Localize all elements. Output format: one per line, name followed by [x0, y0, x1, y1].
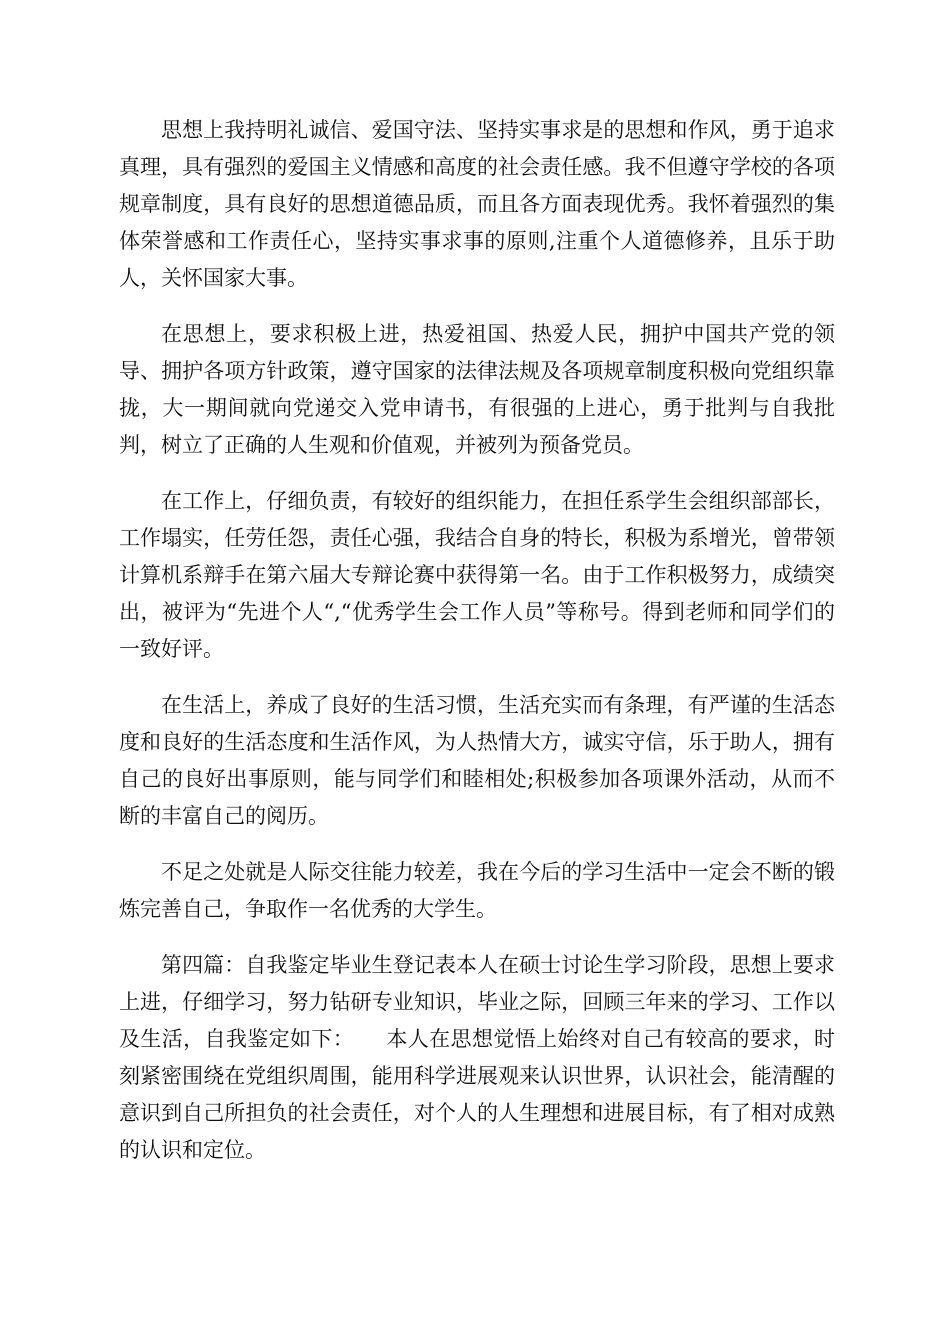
paragraph-daily-life: 在生活上，养成了良好的生活习惯，生活充实而有条理，有严谨的生活态度和良好的生活态度和生活作风，为人热情大方，诚实守信，乐于助人，拥有自己的良好出事原则，能与同学们和睦相处;积极参加各项课外活动，从而不断的丰富自己的阅历。 [119, 693, 835, 828]
document-body [119, 112, 835, 1188]
paragraph-political-stance: 在思想上，要求积极上进，热爱祖国、热爱人民，拥护中国共产党的领导、拥护各项方针政策，遵守国家的法律法规及各项规章制度积极向党组织靠拢，大一期间就向党递交入党申请书，有很强的上进心，勇于批判与自我批判，树立了正确的人生观和价值观，并被列为预备党员。 [119, 322, 835, 457]
paragraph-shortcomings: 不足之处就是人际交往能力较差，我在今后的学习生活中一定会不断的锻炼完善自己，争取作一名优秀的大学生。 [119, 860, 835, 921]
paragraph-fourth-article: 第四篇：自我鉴定毕业生登记表本人在硕士讨论生学习阶段，思想上要求上进，仔细学习，努力钻研专业知识，毕业之际，回顾三年来的学习、工作以及生活，自我鉴定如下： 本人在思想觉悟上始终对自己有较高的要求，时刻紧密围绕在党组织周围，能用科学进展观来认识世界，认识社会，能清醒的意识到自己所担负的社会责任，对个人的人生理想和进展目标，有了相对成熟的认识和定位。 [119, 953, 835, 1162]
paragraph-ideology-integrity: 思想上我持明礼诚信、爱国守法、坚持实事求是的思想和作风，勇于追求真理，具有强烈的爱国主义情感和高度的社会责任感。我不但遵守学校的各项规章制度，具有良好的思想道德品质，而且各方面表现优秀。我怀着强烈的集体荣誉感和工作责任心，坚持实事求事的原则,注重个人道德修养，且乐于助人，关怀国家大事。 [119, 118, 835, 290]
paragraph-work-performance: 在工作上，仔细负责，有较好的组织能力，在担任系学生会组织部部长，工作塌实，任劳任怨，责任心强，我结合自身的特长，积极为系增光，曾带领计算机系辩手在第六届大专辩论赛中获得第一名。由于工作积极努力，成绩突出，被评为“先进个人“,“优秀学生会工作人员”等称号。得到老师和同学们的一致好评。 [119, 489, 835, 661]
